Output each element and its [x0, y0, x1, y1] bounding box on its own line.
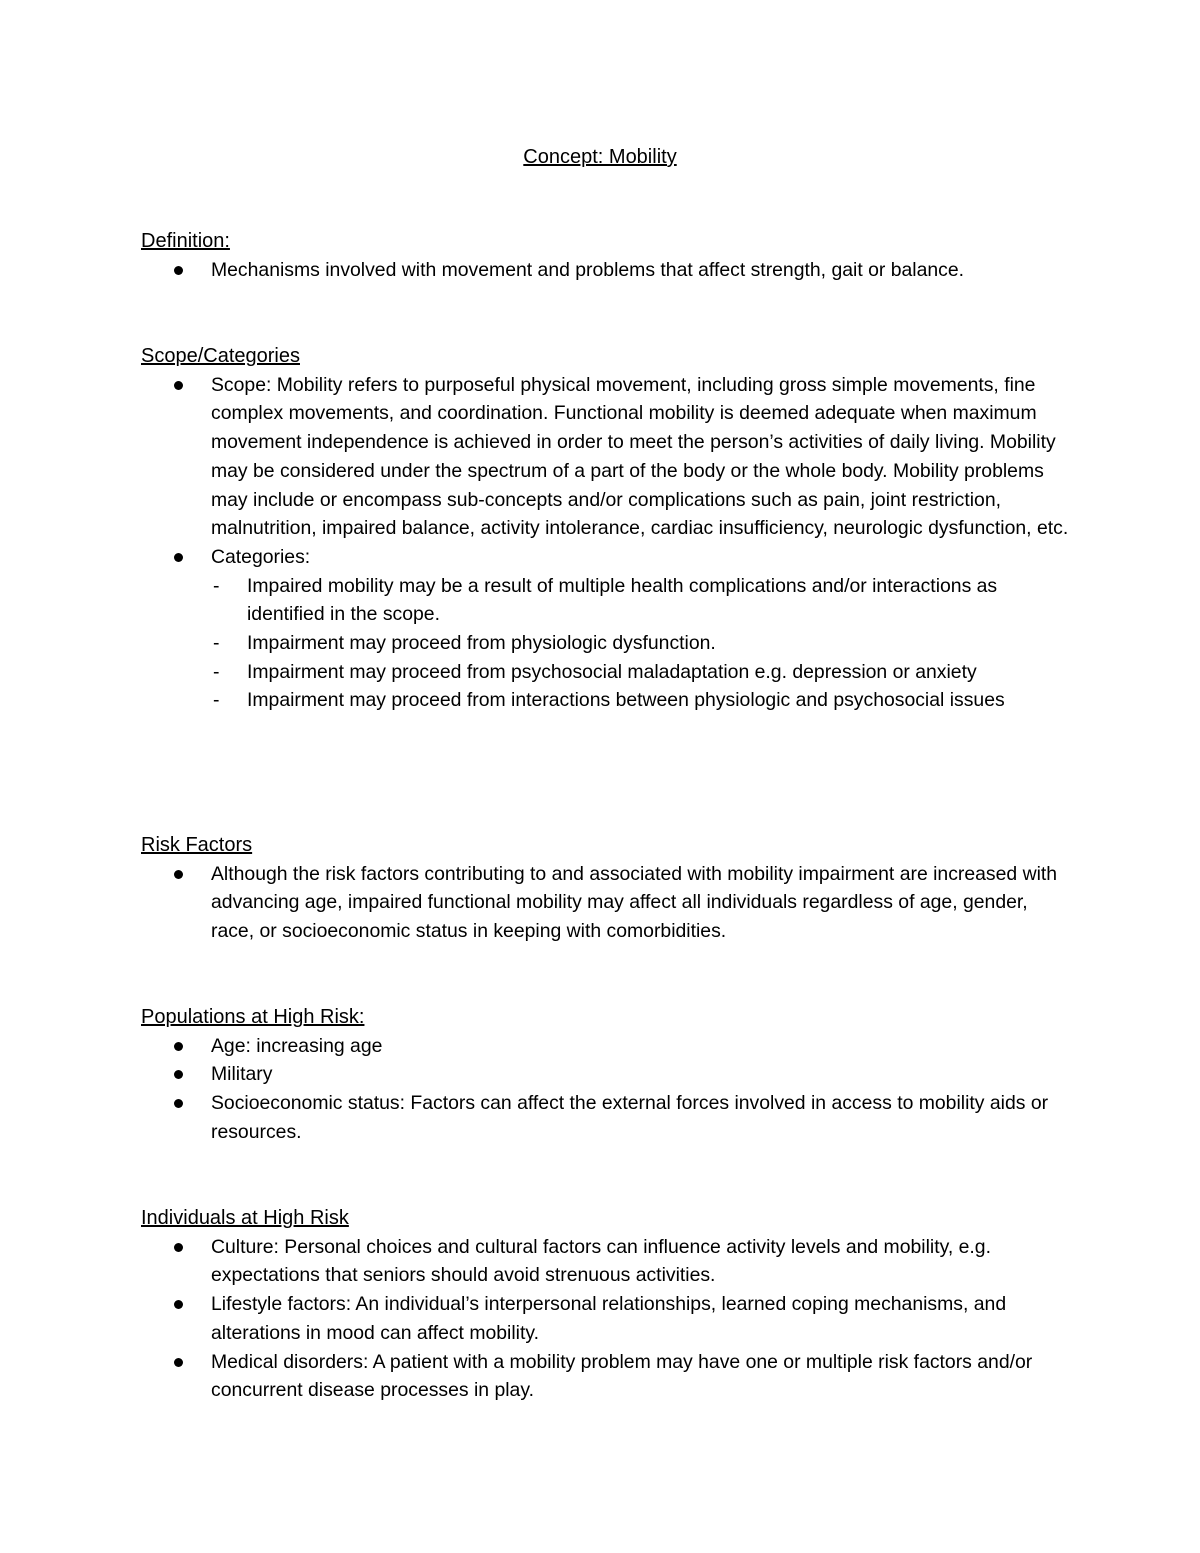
definition-list — [141, 256, 1071, 285]
bullet-icon — [174, 1243, 183, 1252]
list-item — [211, 686, 1071, 715]
bullet-icon — [174, 266, 183, 275]
dash-icon: - — [213, 574, 220, 597]
dash-icon: - — [213, 660, 220, 683]
list-item — [141, 1032, 1071, 1061]
category-text: Impairment may proceed from interactions between physiologic and psychosocial issues — [247, 689, 1005, 712]
bullet-icon — [174, 1300, 183, 1309]
list-item — [141, 1060, 1071, 1089]
populations-list — [141, 1032, 1071, 1147]
list-item — [141, 256, 1071, 285]
bullet-icon — [174, 381, 183, 390]
individual-text: Lifestyle factors: An individual’s interpersonal relationships, learned coping mechanisms, and alterations in mood can affect mobility. — [211, 1293, 1007, 1344]
list-item — [141, 371, 1071, 543]
categories-list — [211, 572, 1071, 716]
bullet-icon — [174, 1070, 183, 1079]
categories-label: Categories: — [211, 545, 311, 568]
individuals-section — [141, 1204, 1071, 1405]
bullet-icon — [174, 1358, 183, 1367]
individual-text: Culture: Personal choices and cultural factors can influence activity levels and mobility, e.g. expectations that seniors should avoid strenuous activities. — [211, 1235, 991, 1287]
page-title: Concept: Mobility — [523, 146, 677, 168]
dash-icon: - — [213, 632, 220, 655]
risk-factors-heading: Risk Factors — [141, 834, 253, 856]
populations-section — [141, 1003, 1071, 1147]
individual-text: Medical disorders: A patient with a mobility problem may have one or multiple risk factors and/or concurrent disease processes in play. — [211, 1350, 1033, 1402]
population-text: Age: increasing age — [211, 1034, 383, 1057]
individuals-heading: Individuals at High Risk — [141, 1207, 349, 1229]
list-item — [141, 860, 1071, 946]
scope-text: Scope: Mobility refers to purposeful physical movement, including gross simple movements, fine complex movements, and coordination. Functional mobility is deemed adequate when maximum movement independence is achieved in order to meet the person’s activities of daily living. Mobility may be considered under the spectrum of a part of the body or the whole body. Mobility problems may include or encompass sub-concepts and/or complications such as pain, joint restriction, malnutrition, impaired balance, activity intolerance, cardiac insufficiency, neurologic dysfunction, etc. — [211, 373, 1069, 540]
list-item — [211, 658, 1071, 687]
list-item — [211, 629, 1071, 658]
population-text: Military — [211, 1063, 273, 1086]
definition-heading: Definition: — [141, 230, 230, 252]
bullet-icon — [174, 553, 183, 562]
bullet-icon — [174, 870, 183, 879]
definition-section — [141, 227, 1071, 284]
category-text: Impairment may proceed from psychosocial maladaptation e.g. depression or anxiety — [247, 660, 977, 683]
definition-text: Mechanisms involved with movement and problems that affect strength, gait or balance. — [211, 258, 965, 281]
list-item — [141, 1290, 1071, 1347]
category-text: Impaired mobility may be a result of multiple health complications and/or interactions as identified in the scope. — [247, 574, 998, 626]
list-item — [141, 1348, 1071, 1405]
dash-icon: - — [213, 689, 220, 712]
risk-factors-list — [141, 860, 1071, 946]
list-item — [141, 1089, 1071, 1146]
list-item — [211, 572, 1071, 629]
risk-factors-section — [141, 831, 1071, 946]
list-item — [141, 1233, 1071, 1290]
populations-heading: Populations at High Risk: — [141, 1006, 365, 1028]
category-text: Impairment may proceed from physiologic dysfunction. — [247, 632, 716, 655]
scope-list — [141, 371, 1071, 715]
individuals-list — [141, 1233, 1071, 1405]
population-text: Socioeconomic status: Factors can affect the external forces involved in access to mobility aids or resources. — [211, 1092, 1049, 1143]
scope-heading: Scope/Categories — [141, 345, 300, 367]
scope-section — [141, 342, 1071, 715]
risk-factors-text: Although the risk factors contributing to and associated with mobility impairment are increased with advancing age, impaired functional mobility may affect all individuals regardless of age, gender, race, or socioeconomic status in keeping with comorbidities. — [211, 862, 1058, 943]
bullet-icon — [174, 1099, 183, 1108]
bullet-icon — [174, 1042, 183, 1051]
list-item — [141, 543, 1071, 715]
